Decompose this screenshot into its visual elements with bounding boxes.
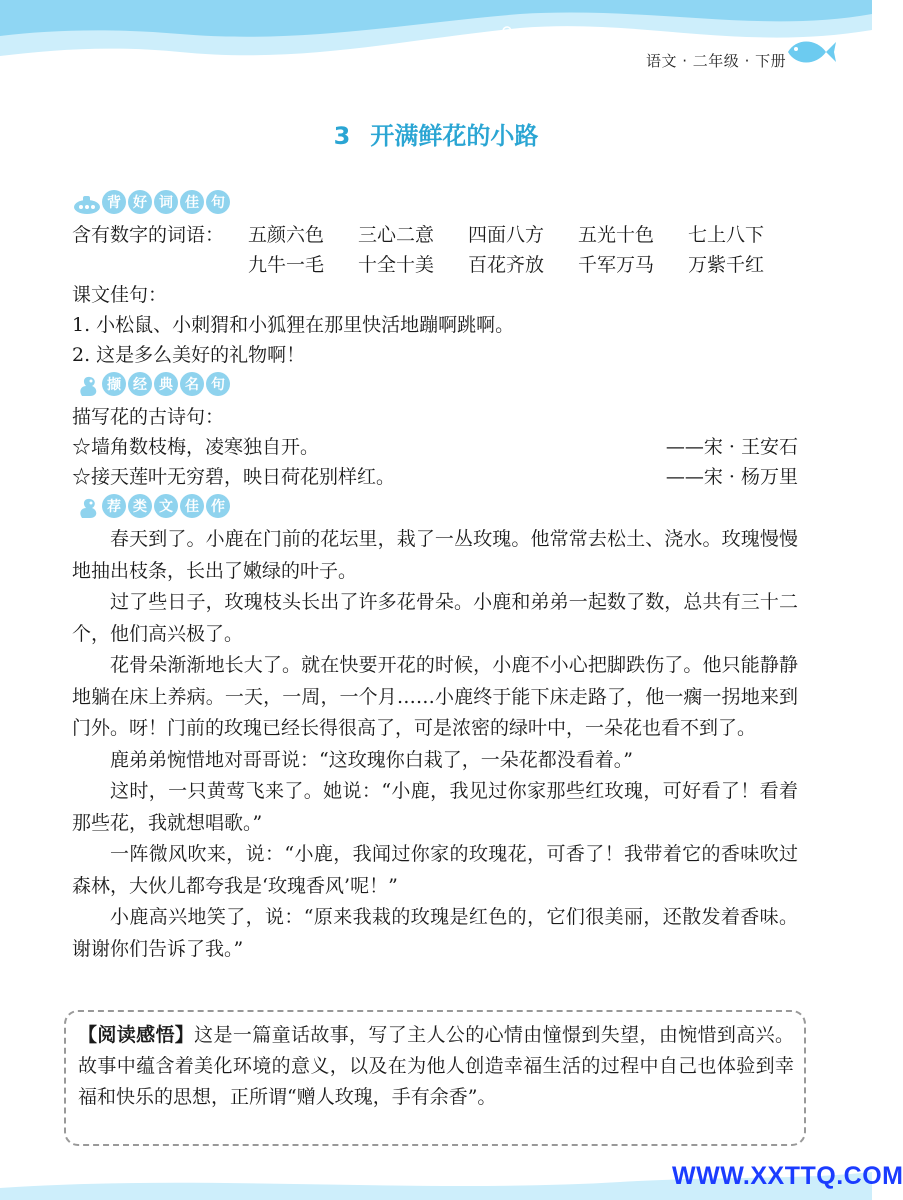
number-words-row-2 <box>72 250 798 280</box>
section-char: 背 <box>102 190 126 214</box>
essay-paragraph: 春天到了。小鹿在门前的花坛里，栽了一丛玫瑰。他常常去松土、浇水。玫瑰慢慢地抽出枝条，长出了嫩绿的叶子。 <box>72 528 798 582</box>
word-item: 九牛一毛 <box>248 254 325 276</box>
poem-text: ☆接天莲叶无穷碧，映日荷花别样红。 <box>72 466 396 488</box>
essay-paragraph: 花骨朵渐渐地长大了。就在快要开花的时候，小鹿不小心把脚跌伤了。他只能静静地躺在床上养病。一天，一周，一个月……小鹿终于能下床走路了，他一瘸一拐地来到门外。呀！门前的玫瑰已经长得很高了，可是浓密的绿叶中，一朵花也看不到了。 <box>72 654 798 739</box>
good-sentence-1: 1. 小松鼠、小刺猬和小狐狸在那里快活地蹦啊跳啊。 <box>72 314 515 336</box>
section-char: 类 <box>128 494 152 518</box>
word-item: 万紫千红 <box>688 254 765 276</box>
seahorse-icon <box>72 496 106 520</box>
section-header-classic-quotes <box>72 372 798 400</box>
poem-author: ——宋 · 王安石 <box>665 436 798 458</box>
section-char: 经 <box>128 372 152 396</box>
submarine-icon <box>72 192 106 216</box>
page-title <box>0 116 872 151</box>
section-char: 名 <box>180 372 204 396</box>
main-content <box>72 188 798 965</box>
word-item: 五颜六色 <box>248 224 325 246</box>
word-item: 四面八方 <box>468 224 545 246</box>
poem-author: ——宋 · 杨万里 <box>665 466 798 488</box>
essay-paragraph: 鹿弟弟惋惜地对哥哥说：“这玫瑰你白栽了，一朵花都没看着。” <box>110 748 633 771</box>
word-item: 百花齐放 <box>468 254 545 276</box>
essay-paragraph: 这时，一只黄莺飞来了。她说：“小鹿，我见过你家那些红玫瑰，可好看了！看着那些花，我就想唱歌。” <box>72 780 798 834</box>
number-words-label: 含有数字的词语： <box>72 224 225 246</box>
word-item: 三心二意 <box>358 224 435 246</box>
section-header-recommended-essay <box>72 494 798 522</box>
fish-icon <box>780 34 836 70</box>
section-char: 句 <box>206 372 230 396</box>
poem-line-2 <box>72 462 798 492</box>
word-item: 七上八下 <box>688 224 765 246</box>
section-char: 佳 <box>180 190 204 214</box>
section-char: 撷 <box>102 372 126 396</box>
number-words-row-1 <box>72 220 798 250</box>
section-char: 文 <box>154 494 178 518</box>
section-header-good-words <box>72 190 798 218</box>
section-char: 荐 <box>102 494 126 518</box>
word-item: 千军万马 <box>578 254 655 276</box>
reflection-tag: 【阅读感悟】 <box>78 1024 195 1046</box>
essay-paragraph: 小鹿高兴地笑了，说：“原来我栽的玫瑰是红色的，它们很美丽，还散发着香味。谢谢你们告诉了我。” <box>72 906 798 960</box>
section-char: 佳 <box>180 494 204 518</box>
sentences-label: 课文佳句： <box>72 284 168 306</box>
section-char: 作 <box>206 494 230 518</box>
poem-line-1 <box>72 432 798 462</box>
word-item: 十全十美 <box>358 254 435 276</box>
seahorse-icon <box>72 374 106 398</box>
essay-paragraph: 一阵微风吹来，说：“小鹿，我闻过你家的玫瑰花，可香了！我带着它的香味吹过森林，大伙儿都夸我是‘玫瑰香风’呢！” <box>72 843 798 897</box>
section-char: 句 <box>206 190 230 214</box>
essay-paragraph: 过了些日子，玫瑰枝头长出了许多花骨朵。小鹿和弟弟一起数了数，总共有三十二个，他们高兴极了。 <box>72 591 798 645</box>
good-sentence-2: 2. 这是多么美好的礼物啊！ <box>72 344 306 366</box>
reflection-text: 这是一篇童话故事，写了主人公的心情由憧憬到失望，由惋惜到高兴。故事中蕴含着美化环境的意义，以及在为他人创造幸福生活的过程中自己也体验到幸福和快乐的思想，正所谓“赠人玫瑰，手有余香”。 <box>78 1024 794 1108</box>
section-char: 典 <box>154 372 178 396</box>
poem-text: ☆墙角数枝梅，凌寒独自开。 <box>72 436 320 458</box>
subject-grade-label: 语文 · 二年级 · 下册 <box>646 52 787 70</box>
poem-intro: 描写花的古诗句： <box>72 406 225 428</box>
section-char: 词 <box>154 190 178 214</box>
website-watermark: WWW.XXTTQ.COM <box>672 1162 903 1190</box>
reading-reflection-box <box>64 1010 806 1146</box>
word-item: 五光十色 <box>578 224 655 246</box>
lesson-number: 3 <box>333 122 351 150</box>
lesson-title: 开满鲜花的小路 <box>370 122 539 150</box>
header-wave-decoration <box>0 0 872 90</box>
section-char: 好 <box>128 190 152 214</box>
